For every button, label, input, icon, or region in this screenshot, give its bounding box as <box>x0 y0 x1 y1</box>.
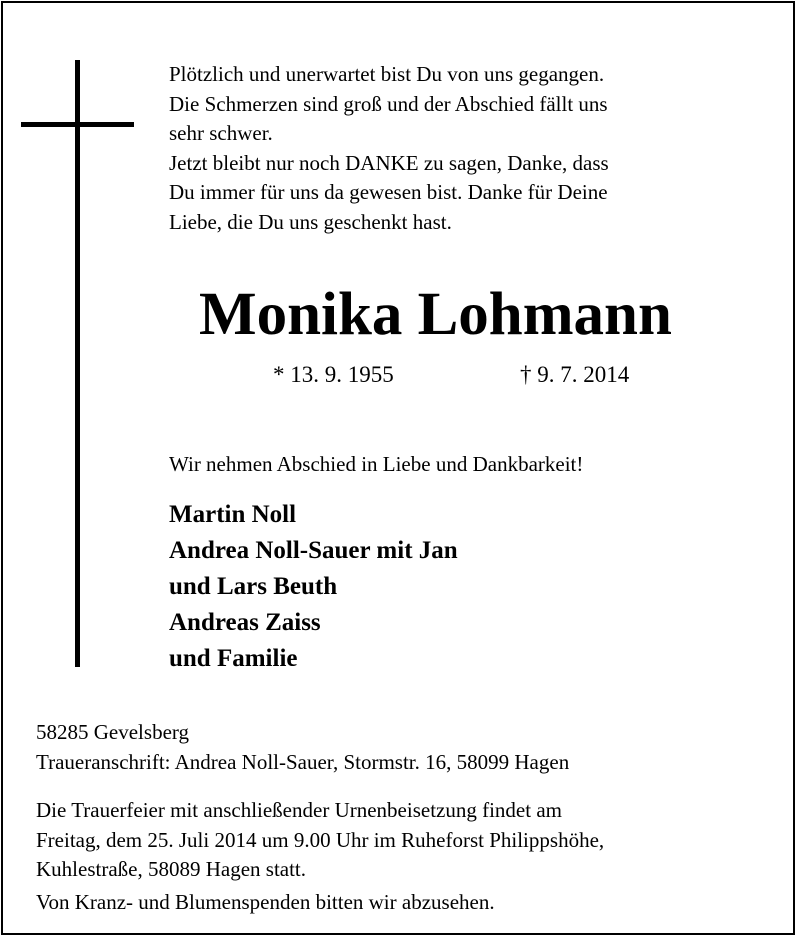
cross-horizontal-bar <box>21 122 134 127</box>
poem-line: Plötzlich und unerwartet bist Du von uns gegangen. <box>169 62 605 86</box>
poem-line: Die Schmerzen sind groß und der Abschied fällt uns <box>169 91 608 116</box>
ceremony-line: Freitag, dem 25. Juli 2014 um 9.00 Uhr im Ruheforst Philippshöhe, <box>36 827 605 852</box>
mourner-line: und Lars Beuth <box>169 573 338 600</box>
mourner-line: Andrea Noll-Sauer mit Jan <box>169 537 458 564</box>
mourning-address: Traueranschrift: Andrea Noll-Sauer, Stormstr. 16, 58099 Hagen <box>36 749 570 774</box>
poem-line: Du immer für uns da gewesen bist. Danke für Deine <box>169 180 608 204</box>
poem-line: Liebe, die Du uns geschenkt hast. <box>169 209 452 234</box>
death-date: † 9. 7. 2014 <box>520 362 630 387</box>
poem-line: sehr schwer. <box>169 121 273 145</box>
ceremony-info <box>36 796 604 885</box>
ceremony-line: Kuhlestraße, 58089 Hagen statt. <box>36 857 307 881</box>
obituary-notice <box>1 1 795 935</box>
address-block <box>36 718 569 777</box>
donations-note: Von Kranz- und Blumenspenden bitten wir abzusehen. <box>36 890 495 914</box>
birth-date: * 13. 9. 1955 <box>273 362 394 387</box>
mourner-line: und Familie <box>169 645 298 672</box>
ceremony-line: Die Trauerfeier mit anschließender Urnenbeisetzung findet am <box>36 798 562 822</box>
mourner-line: Martin Noll <box>169 501 297 528</box>
mourners-list <box>169 497 458 677</box>
memorial-poem <box>169 60 769 237</box>
cross-vertical-bar <box>75 60 80 667</box>
poem-line: Jetzt bleibt nur noch DANKE zu sagen, Danke, dass <box>169 150 609 175</box>
deceased-name: Monika Lohmann <box>199 281 672 348</box>
mourner-line: Andreas Zaiss <box>169 609 321 636</box>
city-line: 58285 Gevelsberg <box>36 720 189 744</box>
farewell-line: Wir nehmen Abschied in Liebe und Dankbarkeit! <box>169 452 584 476</box>
